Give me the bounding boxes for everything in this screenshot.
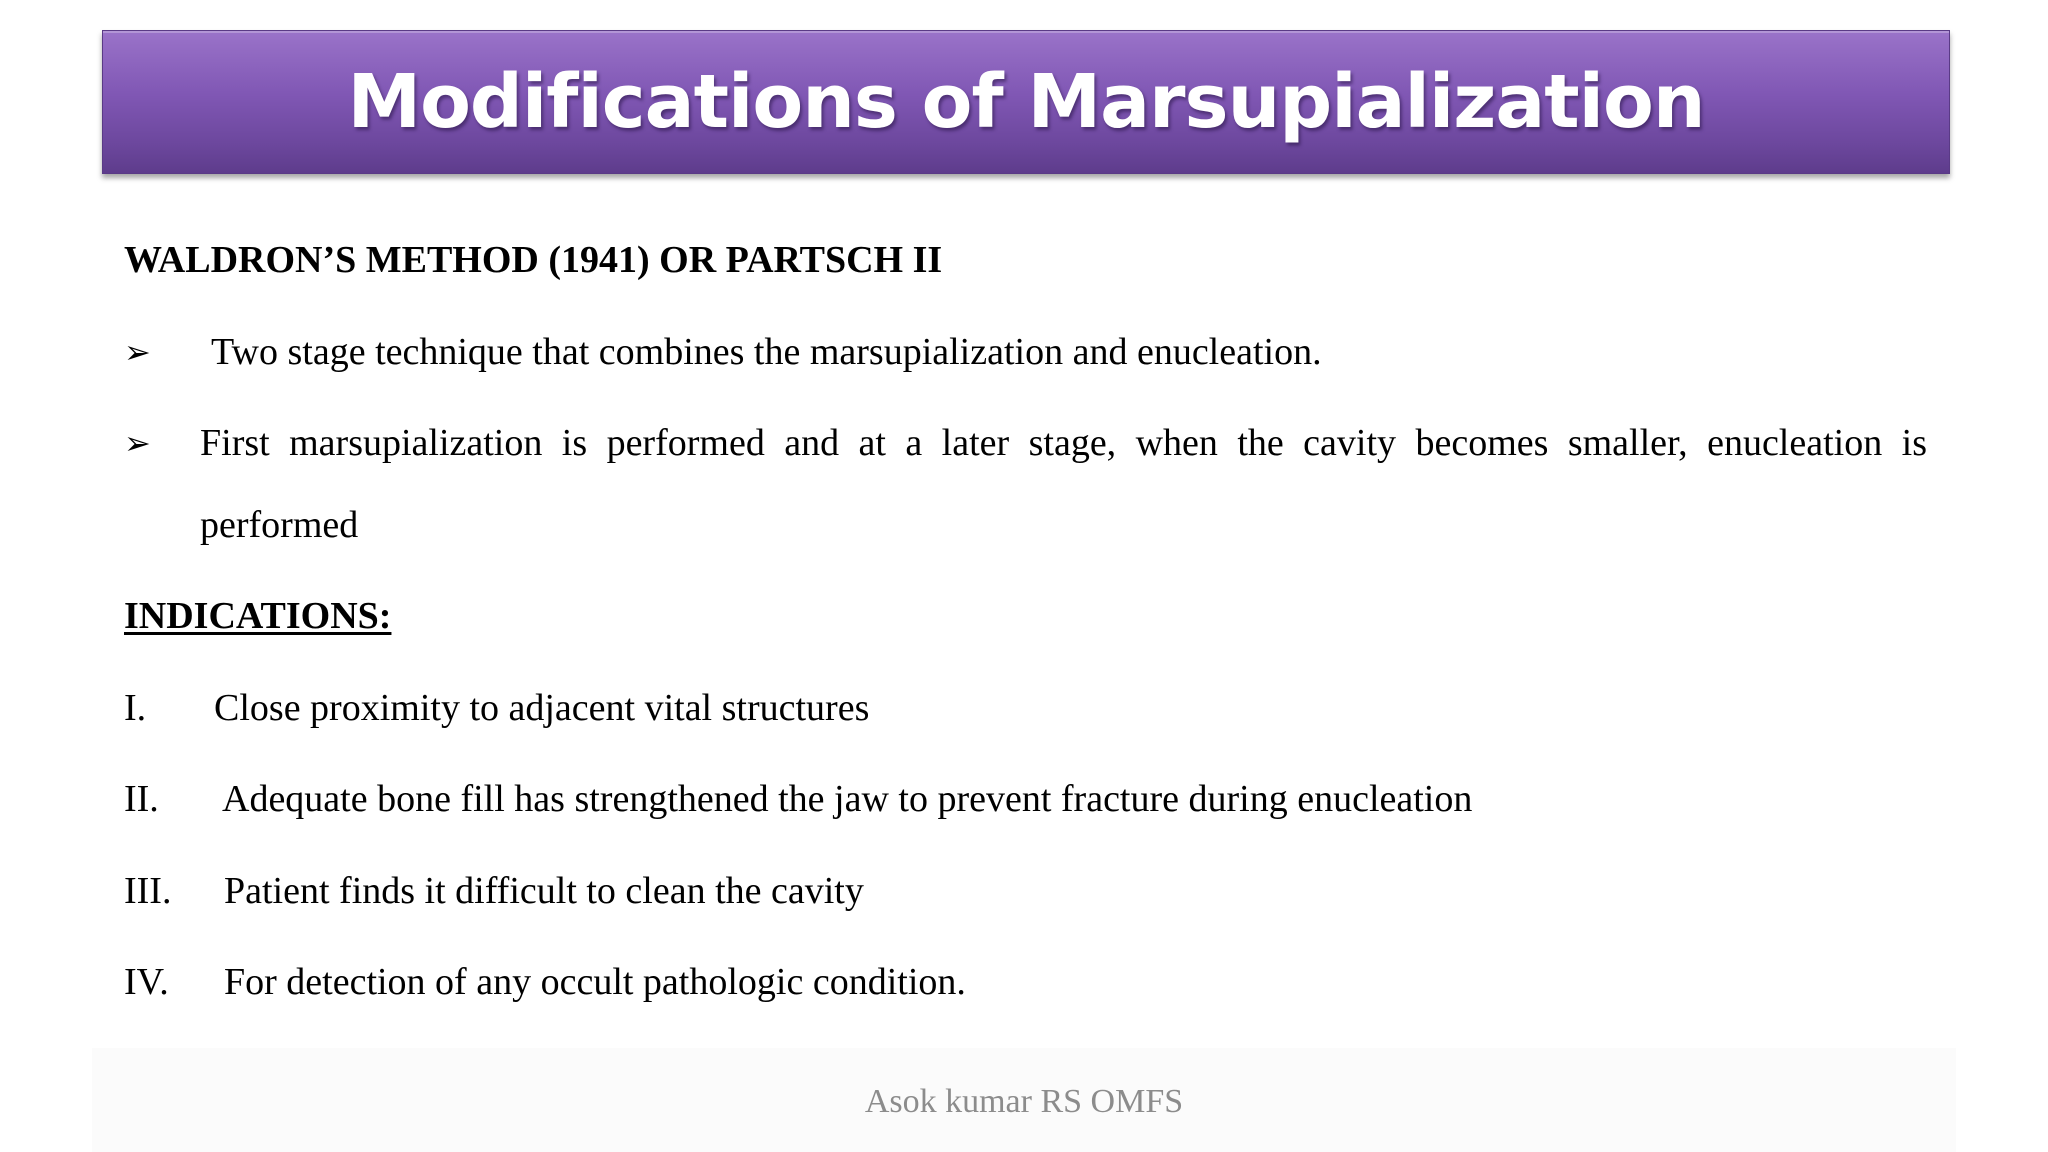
indications-heading: INDICATIONS: bbox=[124, 595, 392, 637]
list-item: Patient finds it difficult to clean the cavity bbox=[224, 870, 864, 912]
list-numeral: III. bbox=[124, 870, 172, 912]
bullet-text-line: performed bbox=[200, 504, 359, 546]
list-item: For detection of any occult pathologic condition. bbox=[224, 961, 966, 1003]
title-banner bbox=[102, 30, 1950, 174]
arrowhead-bullet-icon: ➢ bbox=[124, 424, 151, 462]
bullet-text: Two stage technique that combines the marsupialization and enucleation. bbox=[211, 331, 1322, 373]
list-numeral: IV. bbox=[124, 961, 169, 1003]
list-item: Adequate bone fill has strengthened the jaw to prevent fracture during enucleation bbox=[222, 778, 1473, 820]
section-heading: WALDRON’S METHOD (1941) OR PARTSCH II bbox=[124, 239, 943, 281]
list-numeral: II. bbox=[124, 778, 159, 820]
slide-title: Modifications of Marsupialization bbox=[347, 59, 1705, 145]
bullet-text-line: First marsupialization is performed and at a later stage, when the cavity becomes smaller, enucleation is bbox=[200, 422, 1927, 464]
footer-author: Asok kumar RS OMFS bbox=[864, 1083, 1184, 1120]
list-item: Close proximity to adjacent vital structures bbox=[214, 687, 870, 729]
list-numeral: I. bbox=[124, 687, 147, 729]
arrowhead-bullet-icon: ➢ bbox=[124, 333, 151, 371]
